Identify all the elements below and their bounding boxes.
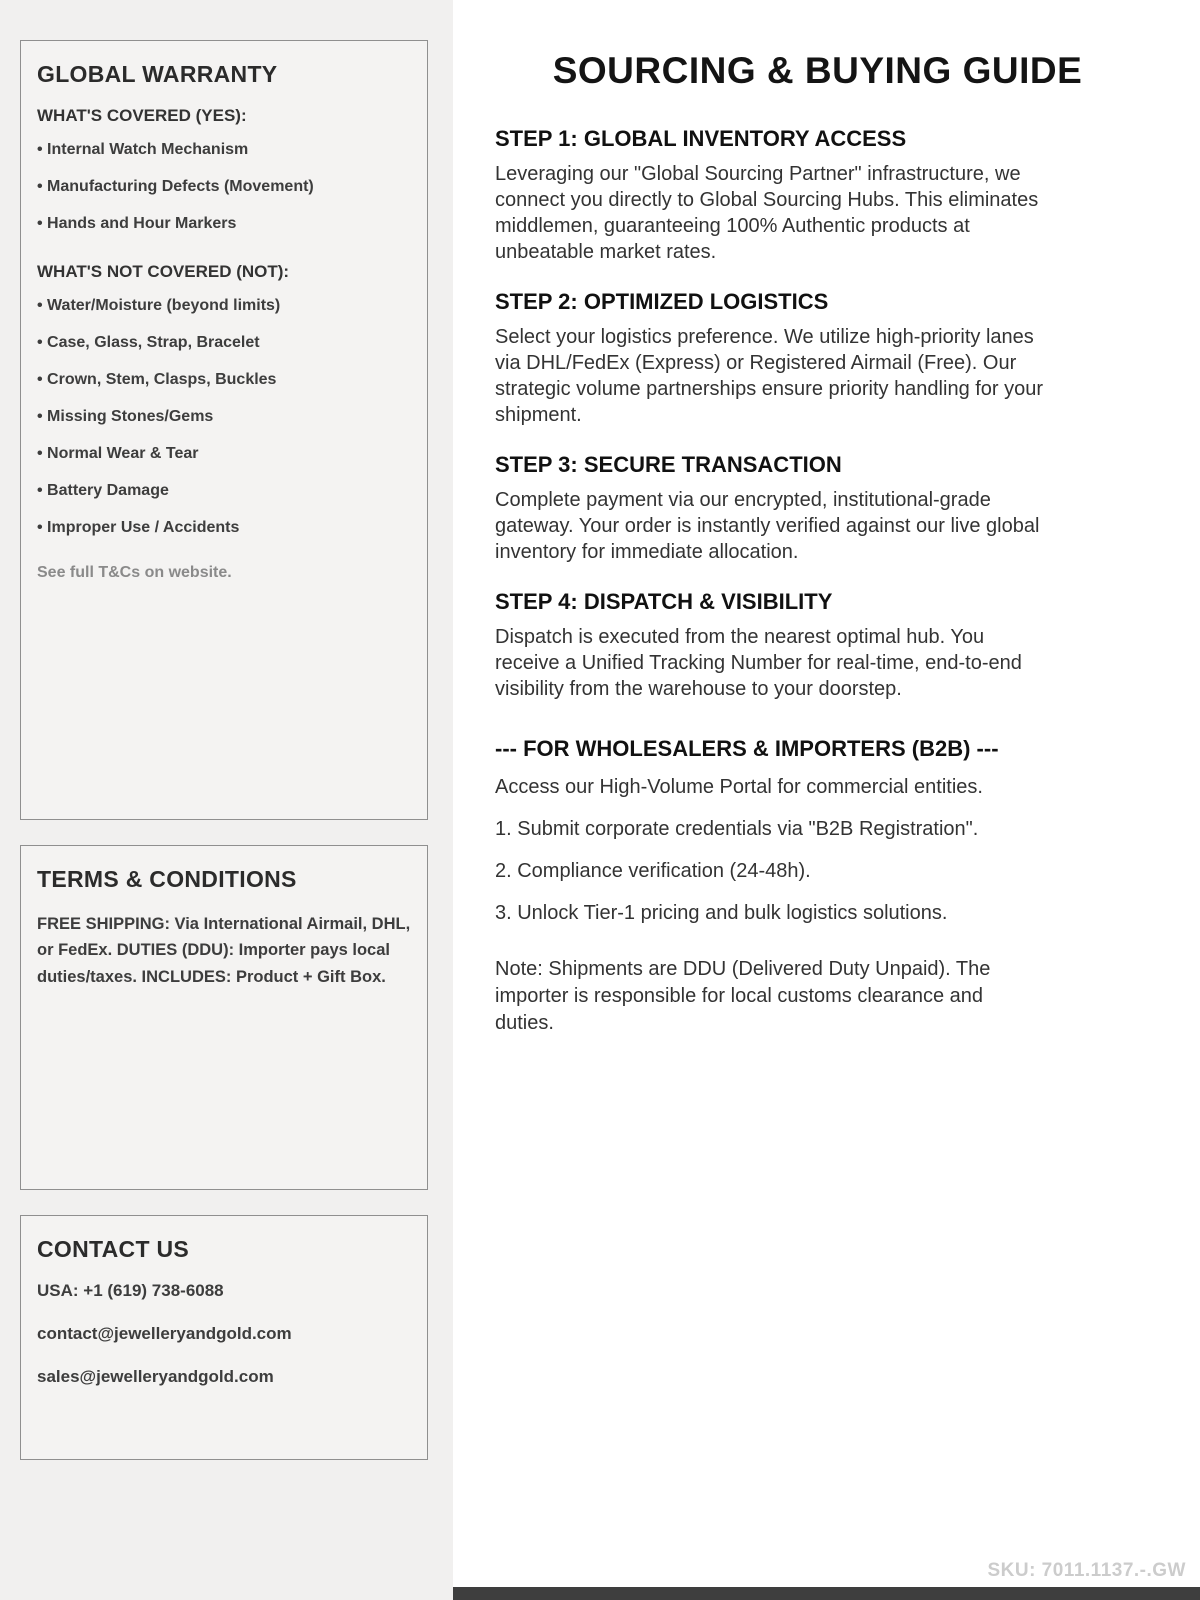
not-covered-item: • Crown, Stem, Clasps, Buckles <box>37 370 411 390</box>
sidebar <box>0 0 453 1600</box>
warranty-footnote: See full T&Cs on website. <box>37 564 232 581</box>
main-content <box>453 0 1200 1600</box>
not-covered-title: WHAT'S NOT COVERED (NOT): <box>37 262 290 281</box>
not-covered-list <box>37 296 411 538</box>
warranty-box <box>20 40 428 820</box>
step-section <box>495 289 1140 428</box>
step-heading: STEP 3: SECURE TRANSACTION <box>495 452 842 477</box>
covered-item: • Manufacturing Defects (Movement) <box>37 177 411 197</box>
step-body: Dispatch is executed from the nearest optimal hub. You receive a Unified Tracking Number for real-time, end-to-end visibility from the warehouse to your doorstep. <box>495 626 1022 700</box>
not-covered-item: • Improper Use / Accidents <box>37 518 411 538</box>
contact-lines <box>37 1281 411 1387</box>
covered-item: • Hands and Hour Markers <box>37 214 411 234</box>
step-section <box>495 126 1140 265</box>
terms-body: FREE SHIPPING: Via International Airmail, DHL, or FedEx. DUTIES (DDU): Importer pays local duties/taxes. INCLUDES: Product + Gift Box. <box>37 915 411 986</box>
contact-line: USA: +1 (619) 738-6088 <box>37 1281 224 1300</box>
step-section <box>495 452 1140 565</box>
b2b-intro: Access our High-Volume Portal for commercial entities. <box>495 776 983 798</box>
covered-list <box>37 140 411 234</box>
b2b-step: 1. Submit corporate credentials via "B2B Registration". <box>495 818 979 840</box>
page-title: SOURCING & BUYING GUIDE <box>552 50 1083 91</box>
step-section <box>495 589 1140 702</box>
terms-box <box>20 845 428 1190</box>
covered-title: WHAT'S COVERED (YES): <box>37 106 247 125</box>
warranty-title: GLOBAL WARRANTY <box>37 61 278 87</box>
b2b-step: 2. Compliance verification (24-48h). <box>495 860 811 882</box>
terms-title: TERMS & CONDITIONS <box>37 866 297 892</box>
b2b-steps-list <box>495 816 1140 926</box>
not-covered-item: • Battery Damage <box>37 481 411 501</box>
steps-list <box>495 126 1140 702</box>
step-body: Select your logistics preference. We utilize high-priority lanes via DHL/FedEx (Express) or Registered Airmail (Free). Our strategic volume partnerships ensure priority handling for your shipment. <box>495 326 1044 426</box>
step-heading: STEP 2: OPTIMIZED LOGISTICS <box>495 289 829 314</box>
step-body: Leveraging our "Global Sourcing Partner" infrastructure, we connect you directly to Global Sourcing Hubs. This eliminates middlemen, guaranteeing 100% Authentic products at unbeatable market rates. <box>495 163 1039 263</box>
footer-bar <box>453 1587 1200 1600</box>
contact-line: sales@jewelleryandgold.com <box>37 1367 274 1386</box>
b2b-step: 3. Unlock Tier-1 pricing and bulk logistics solutions. <box>495 902 948 924</box>
not-covered-item: • Case, Glass, Strap, Bracelet <box>37 333 411 353</box>
b2b-heading: --- FOR WHOLESALERS & IMPORTERS (B2B) --- <box>495 736 999 761</box>
not-covered-item: • Missing Stones/Gems <box>37 407 411 427</box>
step-heading: STEP 4: DISPATCH & VISIBILITY <box>495 589 833 614</box>
not-covered-item: • Water/Moisture (beyond limits) <box>37 296 411 316</box>
sku-label: SKU: 7011.1137.-.GW <box>987 1560 1186 1581</box>
covered-item: • Internal Watch Mechanism <box>37 140 411 160</box>
contact-line: contact@jewelleryandgold.com <box>37 1324 292 1343</box>
step-body: Complete payment via our encrypted, institutional-grade gateway. Your order is instantly verified against our live global inventory for immediate allocation. <box>495 489 1040 563</box>
step-heading: STEP 1: GLOBAL INVENTORY ACCESS <box>495 126 907 151</box>
b2b-note: Note: Shipments are DDU (Delivered Duty Unpaid). The importer is responsible for local customs clearance and duties. <box>495 958 991 1034</box>
contact-box <box>20 1215 428 1460</box>
contact-title: CONTACT US <box>37 1236 190 1262</box>
not-covered-item: • Normal Wear & Tear <box>37 444 411 464</box>
